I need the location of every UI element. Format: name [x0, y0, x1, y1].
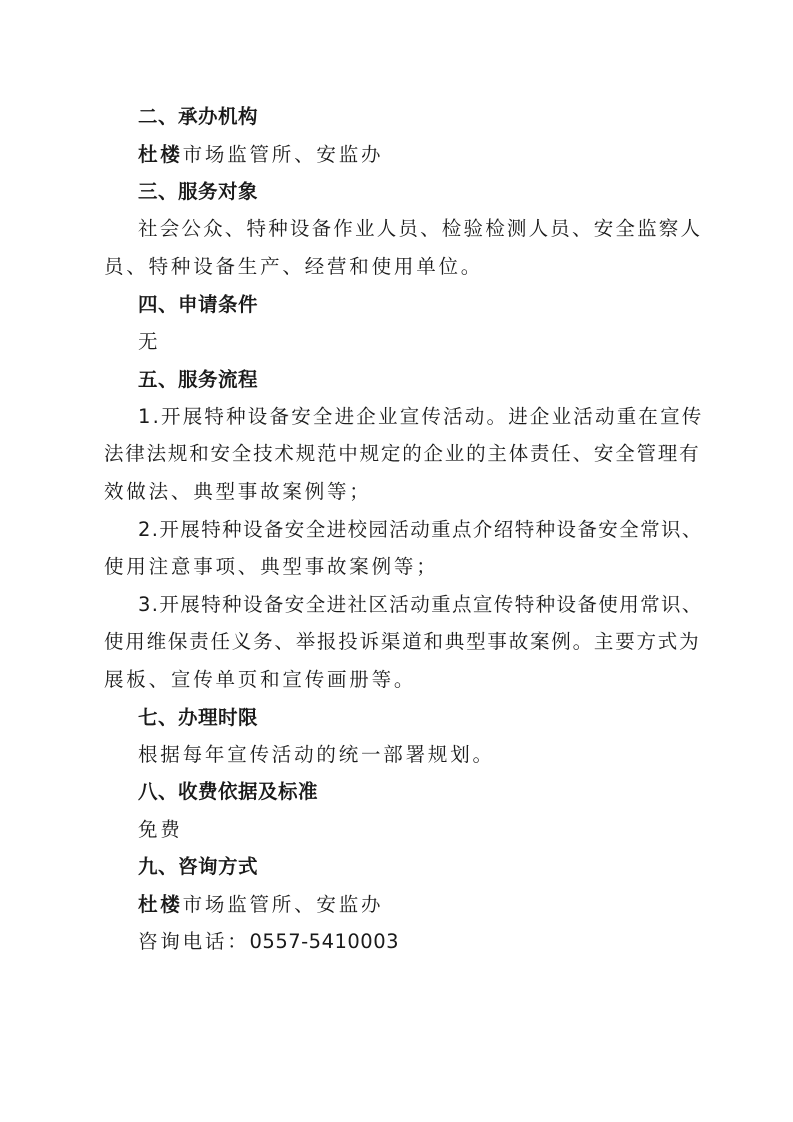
process-line-1: 1.开展特种设备安全进企业宣传活动。进企业活动重在宣传: [138, 405, 704, 428]
process-line-5: 使用注意事项、典型事故案例等；: [104, 555, 439, 578]
service-target-line-1: 社会公众、特种设备作业人员、检验检测人员、安全监察人: [138, 217, 703, 240]
phone-label: 咨询电话：: [138, 930, 250, 953]
service-target-line-2: 员、特种设备生产、经营和使用单位。: [104, 255, 484, 278]
consult-org: [138, 890, 383, 920]
consult-phone-line: [138, 927, 399, 957]
consult-org-name: 市场监管所、安监办: [182, 893, 384, 916]
process-line-6: 3.开展特种设备安全进社区活动重点宣传特种设备使用常识、: [138, 593, 703, 616]
process-line-7: 使用维保责任义务、举报投诉渠道和典型事故案例。主要方式为: [104, 630, 701, 653]
heading-consult: 九、咨询方式: [138, 855, 259, 878]
heading-service-target: 三、服务对象: [138, 180, 259, 203]
conditions-text: 无: [138, 330, 161, 353]
process-line-3: 效做法、典型事故案例等；: [104, 480, 372, 503]
heading-process: 五、服务流程: [138, 368, 259, 391]
consult-town: 杜楼: [138, 893, 183, 916]
heading-conditions: 四、申请条件: [138, 293, 259, 316]
process-line-4: 2.开展特种设备安全进校园活动重点介绍特种设备安全常识、: [138, 518, 703, 541]
heading-fees: 八、收费依据及标准: [138, 780, 319, 803]
organizer-name: 市场监管所、安监办: [182, 143, 384, 166]
phone-number: 0557-5410003: [249, 930, 400, 953]
organizer-text: [138, 140, 383, 170]
heading-time-limit: 七、办理时限: [138, 706, 259, 729]
organizer-town: 杜楼: [138, 143, 183, 166]
time-limit-text: 根据每年宣传活动的统一部署规划。: [138, 743, 495, 766]
process-line-2: 法律法规和安全技术规范中规定的企业的主体责任、安全管理有: [104, 442, 701, 465]
process-line-8: 展板、宣传单页和宣传画册等。: [104, 668, 417, 691]
fees-text: 免费: [138, 818, 183, 841]
heading-organizer: 二、承办机构: [138, 105, 259, 128]
